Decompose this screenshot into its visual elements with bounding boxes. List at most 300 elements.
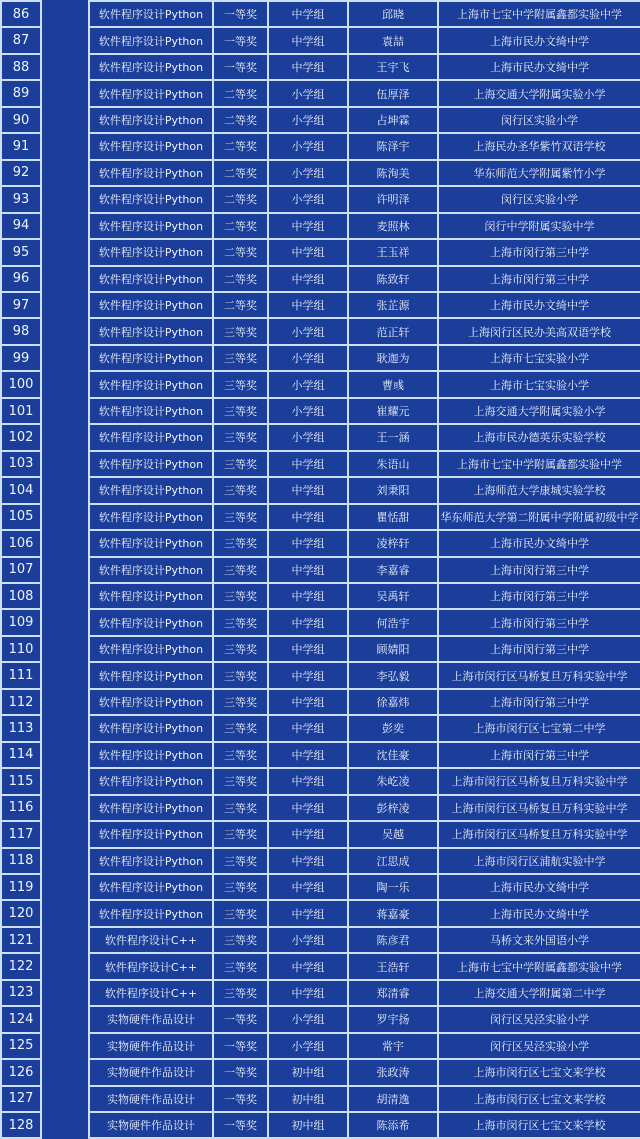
row-number-cell: 117	[1, 821, 41, 847]
table-row	[1, 980, 640, 1006]
student-name-cell: 顾婧阳	[348, 636, 438, 662]
competition-category-cell: 软件程序设计Python	[89, 689, 213, 715]
table-row	[1, 54, 640, 80]
school-name-cell: 上海市闵行区马桥复旦万科实验中学	[438, 662, 640, 688]
school-name-cell: 上海市民办文绮中学	[438, 292, 640, 318]
group-cell: 小学组	[268, 318, 348, 344]
competition-category-cell: 软件程序设计Python	[89, 636, 213, 662]
table-row	[1, 1, 640, 27]
student-name-cell: 朱屹凌	[348, 768, 438, 794]
row-number-cell: 87	[1, 27, 41, 53]
award-level-cell: 二等奖	[213, 133, 268, 159]
school-name-cell: 闵行区吴泾实验小学	[438, 1006, 640, 1032]
table-row	[1, 318, 640, 344]
student-name-cell: 江思成	[348, 848, 438, 874]
award-level-cell: 三等奖	[213, 768, 268, 794]
student-name-cell: 徐嘉炜	[348, 689, 438, 715]
school-name-cell: 上海市七宝实验小学	[438, 371, 640, 397]
competition-category-cell: 软件程序设计Python	[89, 451, 213, 477]
group-cell: 中学组	[268, 477, 348, 503]
group-cell: 中学组	[268, 530, 348, 556]
table-row	[1, 186, 640, 212]
competition-category-cell: 软件程序设计Python	[89, 477, 213, 503]
table-row	[1, 689, 640, 715]
award-level-cell: 三等奖	[213, 398, 268, 424]
student-name-cell: 瞿恬甜	[348, 504, 438, 530]
competition-category-cell: 软件程序设计Python	[89, 609, 213, 635]
award-level-cell: 二等奖	[213, 239, 268, 265]
row-number-cell: 102	[1, 424, 41, 450]
group-cell: 小学组	[268, 186, 348, 212]
award-level-cell: 三等奖	[213, 424, 268, 450]
award-level-cell: 三等奖	[213, 557, 268, 583]
award-level-cell: 二等奖	[213, 160, 268, 186]
competition-category-cell: 软件程序设计Python	[89, 742, 213, 768]
table-row	[1, 1059, 640, 1085]
table-row	[1, 133, 640, 159]
row-number-cell: 116	[1, 795, 41, 821]
table-row	[1, 1033, 640, 1059]
school-name-cell: 上海师范大学康城实验学校	[438, 477, 640, 503]
group-cell: 小学组	[268, 1033, 348, 1059]
row-number-cell: 113	[1, 715, 41, 741]
student-name-cell: 伍厚泽	[348, 80, 438, 106]
student-name-cell: 何浩宇	[348, 609, 438, 635]
row-number-cell: 98	[1, 318, 41, 344]
school-name-cell: 华东师范大学第二附属中学附属初级中学	[438, 504, 640, 530]
table-row	[1, 504, 640, 530]
group-cell: 小学组	[268, 1006, 348, 1032]
student-name-cell: 胡清逸	[348, 1086, 438, 1112]
competition-category-cell: 实物硬件作品设计	[89, 1086, 213, 1112]
school-name-cell: 上海市闵行第三中学	[438, 266, 640, 292]
award-level-cell: 一等奖	[213, 1112, 268, 1138]
row-number-cell: 110	[1, 636, 41, 662]
school-name-cell: 上海市闵行区七宝文来学校	[438, 1059, 640, 1085]
student-name-cell: 陈泽宇	[348, 133, 438, 159]
competition-category-cell: 软件程序设计Python	[89, 160, 213, 186]
group-cell: 中学组	[268, 292, 348, 318]
group-cell: 中学组	[268, 821, 348, 847]
student-name-cell: 张政涛	[348, 1059, 438, 1085]
group-cell: 小学组	[268, 80, 348, 106]
row-number-cell: 96	[1, 266, 41, 292]
school-name-cell: 上海交通大学附属实验小学	[438, 80, 640, 106]
table-row	[1, 80, 640, 106]
student-name-cell: 郑清睿	[348, 980, 438, 1006]
table-row	[1, 768, 640, 794]
table-row	[1, 160, 640, 186]
student-name-cell: 蒋嘉豪	[348, 900, 438, 926]
row-number-cell: 118	[1, 848, 41, 874]
row-number-cell: 107	[1, 557, 41, 583]
award-level-cell: 三等奖	[213, 821, 268, 847]
award-level-cell: 三等奖	[213, 927, 268, 953]
row-number-cell: 95	[1, 239, 41, 265]
table-row	[1, 742, 640, 768]
group-cell: 小学组	[268, 927, 348, 953]
school-name-cell: 上海市闵行第三中学	[438, 239, 640, 265]
competition-category-cell: 软件程序设计Python	[89, 795, 213, 821]
award-level-cell: 三等奖	[213, 530, 268, 556]
group-cell: 初中组	[268, 1086, 348, 1112]
award-level-cell: 三等奖	[213, 848, 268, 874]
school-name-cell: 上海市闵行第三中学	[438, 742, 640, 768]
student-name-cell: 王宇飞	[348, 54, 438, 80]
student-name-cell: 刘秉阳	[348, 477, 438, 503]
award-level-cell: 三等奖	[213, 874, 268, 900]
competition-category-cell: 软件程序设计Python	[89, 715, 213, 741]
competition-category-cell: 软件程序设计Python	[89, 557, 213, 583]
row-number-cell: 114	[1, 742, 41, 768]
group-cell: 中学组	[268, 1, 348, 27]
school-name-cell: 上海市闵行第三中学	[438, 609, 640, 635]
table-row	[1, 451, 640, 477]
group-cell: 中学组	[268, 609, 348, 635]
award-level-cell: 三等奖	[213, 795, 268, 821]
table-row	[1, 107, 640, 133]
school-name-cell: 闵行区实验小学	[438, 186, 640, 212]
table-row	[1, 795, 640, 821]
group-cell: 小学组	[268, 371, 348, 397]
group-cell: 中学组	[268, 980, 348, 1006]
table-row	[1, 953, 640, 979]
school-name-cell: 上海市闵行第三中学	[438, 583, 640, 609]
table-row	[1, 583, 640, 609]
school-name-cell: 上海交通大学附属第二中学	[438, 980, 640, 1006]
row-number-cell: 126	[1, 1059, 41, 1085]
competition-category-cell: 软件程序设计Python	[89, 874, 213, 900]
table-body	[1, 1, 640, 1138]
table-row	[1, 1112, 640, 1138]
table-row	[1, 292, 640, 318]
competition-category-cell: 软件程序设计Python	[89, 900, 213, 926]
row-number-cell: 94	[1, 213, 41, 239]
row-number-cell: 91	[1, 133, 41, 159]
row-number-cell: 92	[1, 160, 41, 186]
competition-category-cell: 软件程序设计Python	[89, 133, 213, 159]
group-cell: 中学组	[268, 900, 348, 926]
award-level-cell: 二等奖	[213, 186, 268, 212]
row-number-cell: 100	[1, 371, 41, 397]
group-cell: 中学组	[268, 662, 348, 688]
row-number-cell: 119	[1, 874, 41, 900]
table-row	[1, 371, 640, 397]
row-number-cell: 124	[1, 1006, 41, 1032]
row-number-cell: 109	[1, 609, 41, 635]
group-cell: 中学组	[268, 848, 348, 874]
group-cell: 小学组	[268, 424, 348, 450]
table-row	[1, 821, 640, 847]
student-name-cell: 麦照林	[348, 213, 438, 239]
competition-category-cell: 软件程序设计Python	[89, 662, 213, 688]
row-number-cell: 99	[1, 345, 41, 371]
award-level-cell: 三等奖	[213, 318, 268, 344]
competition-category-cell: 软件程序设计Python	[89, 768, 213, 794]
competition-category-cell: 实物硬件作品设计	[89, 1059, 213, 1085]
competition-category-cell: 实物硬件作品设计	[89, 1033, 213, 1059]
school-name-cell: 上海市民办文绮中学	[438, 27, 640, 53]
student-name-cell: 陈致轩	[348, 266, 438, 292]
group-cell: 中学组	[268, 715, 348, 741]
competition-category-cell: 软件程序设计C++	[89, 927, 213, 953]
group-cell: 小学组	[268, 345, 348, 371]
row-number-cell: 89	[1, 80, 41, 106]
table-row	[1, 900, 640, 926]
competition-category-cell: 实物硬件作品设计	[89, 1006, 213, 1032]
competition-category-cell: 软件程序设计Python	[89, 504, 213, 530]
award-level-cell: 三等奖	[213, 900, 268, 926]
school-name-cell: 上海市闵行第三中学	[438, 636, 640, 662]
table-row	[1, 609, 640, 635]
award-level-cell: 三等奖	[213, 345, 268, 371]
group-cell: 中学组	[268, 795, 348, 821]
award-level-cell: 一等奖	[213, 1033, 268, 1059]
school-name-cell: 上海市闵行区马桥复旦万科实验中学	[438, 795, 640, 821]
student-name-cell: 张芷源	[348, 292, 438, 318]
row-number-cell: 112	[1, 689, 41, 715]
row-number-cell: 90	[1, 107, 41, 133]
award-level-cell: 一等奖	[213, 1059, 268, 1085]
school-name-cell: 上海市七宝中学附属鑫都实验中学	[438, 1, 640, 27]
table-row	[1, 239, 640, 265]
award-level-cell: 一等奖	[213, 1006, 268, 1032]
table-row	[1, 848, 640, 874]
competition-category-cell: 软件程序设计Python	[89, 345, 213, 371]
row-number-cell: 103	[1, 451, 41, 477]
student-name-cell: 王一涵	[348, 424, 438, 450]
competition-category-cell: 软件程序设计Python	[89, 213, 213, 239]
school-name-cell: 上海市民办德英乐实验学校	[438, 424, 640, 450]
student-name-cell: 崔耀元	[348, 398, 438, 424]
table-row	[1, 530, 640, 556]
award-level-cell: 三等奖	[213, 504, 268, 530]
school-name-cell: 上海市闵行区浦航实验中学	[438, 848, 640, 874]
table-row	[1, 213, 640, 239]
school-name-cell: 上海交通大学附属实验小学	[438, 398, 640, 424]
award-level-cell: 二等奖	[213, 266, 268, 292]
row-number-cell: 120	[1, 900, 41, 926]
row-number-cell: 106	[1, 530, 41, 556]
competition-category-cell: 软件程序设计Python	[89, 583, 213, 609]
school-name-cell: 上海市闵行区七宝文来学校	[438, 1086, 640, 1112]
row-number-cell: 122	[1, 953, 41, 979]
school-name-cell: 闵行中学附属实验中学	[438, 213, 640, 239]
school-name-cell: 上海市七宝中学附属鑫都实验中学	[438, 953, 640, 979]
award-level-cell: 一等奖	[213, 54, 268, 80]
group-cell: 中学组	[268, 636, 348, 662]
row-number-cell: 97	[1, 292, 41, 318]
group-cell: 中学组	[268, 451, 348, 477]
competition-category-cell: 软件程序设计Python	[89, 398, 213, 424]
award-level-cell: 三等奖	[213, 953, 268, 979]
school-name-cell: 上海市闵行区马桥复旦万科实验中学	[438, 821, 640, 847]
row-number-cell: 127	[1, 1086, 41, 1112]
table-row	[1, 715, 640, 741]
row-number-cell: 105	[1, 504, 41, 530]
group-cell: 中学组	[268, 504, 348, 530]
school-name-cell: 上海市民办文绮中学	[438, 54, 640, 80]
row-number-cell: 101	[1, 398, 41, 424]
award-level-cell: 二等奖	[213, 107, 268, 133]
student-name-cell: 曹彧	[348, 371, 438, 397]
school-name-cell: 上海市闵行第三中学	[438, 689, 640, 715]
competition-category-cell: 软件程序设计Python	[89, 292, 213, 318]
school-name-cell: 上海市民办文绮中学	[438, 530, 640, 556]
row-number-cell: 86	[1, 1, 41, 27]
student-name-cell: 陈彦君	[348, 927, 438, 953]
group-cell: 中学组	[268, 27, 348, 53]
row-number-cell: 108	[1, 583, 41, 609]
table-row	[1, 874, 640, 900]
school-name-cell: 上海市闵行区马桥复旦万科实验中学	[438, 768, 640, 794]
student-name-cell: 彭梓凌	[348, 795, 438, 821]
row-number-cell: 128	[1, 1112, 41, 1138]
student-name-cell: 王玉祥	[348, 239, 438, 265]
row-number-cell: 93	[1, 186, 41, 212]
row-number-cell: 125	[1, 1033, 41, 1059]
group-cell: 中学组	[268, 768, 348, 794]
competition-category-cell: 软件程序设计Python	[89, 266, 213, 292]
school-name-cell: 上海市闵行区七宝第二中学	[438, 715, 640, 741]
school-name-cell: 上海市民办文绮中学	[438, 874, 640, 900]
student-name-cell: 许明泽	[348, 186, 438, 212]
school-name-cell: 马桥文来外国语小学	[438, 927, 640, 953]
award-level-cell: 一等奖	[213, 27, 268, 53]
group-cell: 中学组	[268, 689, 348, 715]
award-level-cell: 三等奖	[213, 583, 268, 609]
competition-category-cell: 软件程序设计Python	[89, 424, 213, 450]
student-name-cell: 吴越	[348, 821, 438, 847]
award-level-cell: 三等奖	[213, 689, 268, 715]
student-name-cell: 陈添希	[348, 1112, 438, 1138]
school-name-cell: 上海民办圣华紫竹双语学校	[438, 133, 640, 159]
school-name-cell: 上海市闵行区七宝文来学校	[438, 1112, 640, 1138]
group-cell: 小学组	[268, 107, 348, 133]
award-level-cell: 三等奖	[213, 980, 268, 1006]
competition-category-cell: 软件程序设计Python	[89, 530, 213, 556]
award-level-cell: 三等奖	[213, 662, 268, 688]
competition-category-cell: 软件程序设计Python	[89, 239, 213, 265]
table-row	[1, 557, 640, 583]
school-name-cell: 上海市七宝实验小学	[438, 345, 640, 371]
student-name-cell: 沈佳豪	[348, 742, 438, 768]
group-cell: 中学组	[268, 213, 348, 239]
student-name-cell: 邱晓	[348, 1, 438, 27]
award-level-cell: 三等奖	[213, 477, 268, 503]
award-level-cell: 三等奖	[213, 371, 268, 397]
award-level-cell: 一等奖	[213, 1, 268, 27]
award-level-cell: 三等奖	[213, 451, 268, 477]
group-cell: 中学组	[268, 583, 348, 609]
student-name-cell: 朱语山	[348, 451, 438, 477]
group-cell: 初中组	[268, 1112, 348, 1138]
school-name-cell: 华东师范大学附属紫竹小学	[438, 160, 640, 186]
row-number-cell: 104	[1, 477, 41, 503]
row-number-cell: 115	[1, 768, 41, 794]
student-name-cell: 王浩轩	[348, 953, 438, 979]
student-name-cell: 袁喆	[348, 27, 438, 53]
award-level-cell: 二等奖	[213, 80, 268, 106]
competition-category-cell: 实物硬件作品设计	[89, 1112, 213, 1138]
competition-category-cell: 软件程序设计Python	[89, 27, 213, 53]
student-name-cell: 陈洵美	[348, 160, 438, 186]
group-cell: 中学组	[268, 239, 348, 265]
table-row	[1, 1006, 640, 1032]
group-cell: 中学组	[268, 874, 348, 900]
table-row	[1, 662, 640, 688]
student-name-cell: 陶一乐	[348, 874, 438, 900]
student-name-cell: 常宇	[348, 1033, 438, 1059]
student-name-cell: 李嘉睿	[348, 557, 438, 583]
student-name-cell: 罗宇扬	[348, 1006, 438, 1032]
award-level-cell: 三等奖	[213, 609, 268, 635]
student-name-cell: 凌梓轩	[348, 530, 438, 556]
competition-category-cell: 软件程序设计Python	[89, 54, 213, 80]
student-name-cell: 耿迦为	[348, 345, 438, 371]
award-level-cell: 三等奖	[213, 742, 268, 768]
group-cell: 中学组	[268, 266, 348, 292]
award-level-cell: 二等奖	[213, 292, 268, 318]
school-name-cell: 上海市七宝中学附属鑫都实验中学	[438, 451, 640, 477]
competition-category-cell: 软件程序设计Python	[89, 107, 213, 133]
award-level-cell: 二等奖	[213, 213, 268, 239]
award-level-cell: 三等奖	[213, 715, 268, 741]
school-name-cell: 上海市民办文绮中学	[438, 900, 640, 926]
student-name-cell: 彭奕	[348, 715, 438, 741]
table-row	[1, 266, 640, 292]
row-number-cell: 121	[1, 927, 41, 953]
group-cell: 中学组	[268, 953, 348, 979]
competition-category-cell: 软件程序设计Python	[89, 821, 213, 847]
group-cell: 小学组	[268, 398, 348, 424]
table-row	[1, 345, 640, 371]
row-number-cell: 123	[1, 980, 41, 1006]
competition-category-cell: 软件程序设计Python	[89, 371, 213, 397]
group-cell: 中学组	[268, 557, 348, 583]
table-row	[1, 398, 640, 424]
group-cell: 小学组	[268, 133, 348, 159]
competition-category-cell: 软件程序设计Python	[89, 848, 213, 874]
competition-category-cell: 软件程序设计Python	[89, 318, 213, 344]
competition-category-cell: 软件程序设计C++	[89, 980, 213, 1006]
table-row	[1, 477, 640, 503]
table-row	[1, 27, 640, 53]
school-name-cell: 闵行区实验小学	[438, 107, 640, 133]
competition-category-cell: 软件程序设计Python	[89, 1, 213, 27]
student-name-cell: 占坤霖	[348, 107, 438, 133]
table-row	[1, 1086, 640, 1112]
competition-category-cell: 软件程序设计Python	[89, 186, 213, 212]
merged-blank-cell	[41, 1, 89, 1138]
table-row	[1, 636, 640, 662]
table-row	[1, 927, 640, 953]
competition-category-cell: 软件程序设计Python	[89, 80, 213, 106]
competition-category-cell: 软件程序设计C++	[89, 953, 213, 979]
row-number-cell: 111	[1, 662, 41, 688]
group-cell: 初中组	[268, 1059, 348, 1085]
table-row	[1, 424, 640, 450]
award-level-cell: 一等奖	[213, 1086, 268, 1112]
school-name-cell: 上海市闵行第三中学	[438, 557, 640, 583]
school-name-cell: 闵行区吴泾实验小学	[438, 1033, 640, 1059]
group-cell: 小学组	[268, 160, 348, 186]
school-name-cell: 上海闵行区民办美高双语学校	[438, 318, 640, 344]
student-name-cell: 范正轩	[348, 318, 438, 344]
student-name-cell: 李弘毅	[348, 662, 438, 688]
row-number-cell: 88	[1, 54, 41, 80]
group-cell: 中学组	[268, 742, 348, 768]
